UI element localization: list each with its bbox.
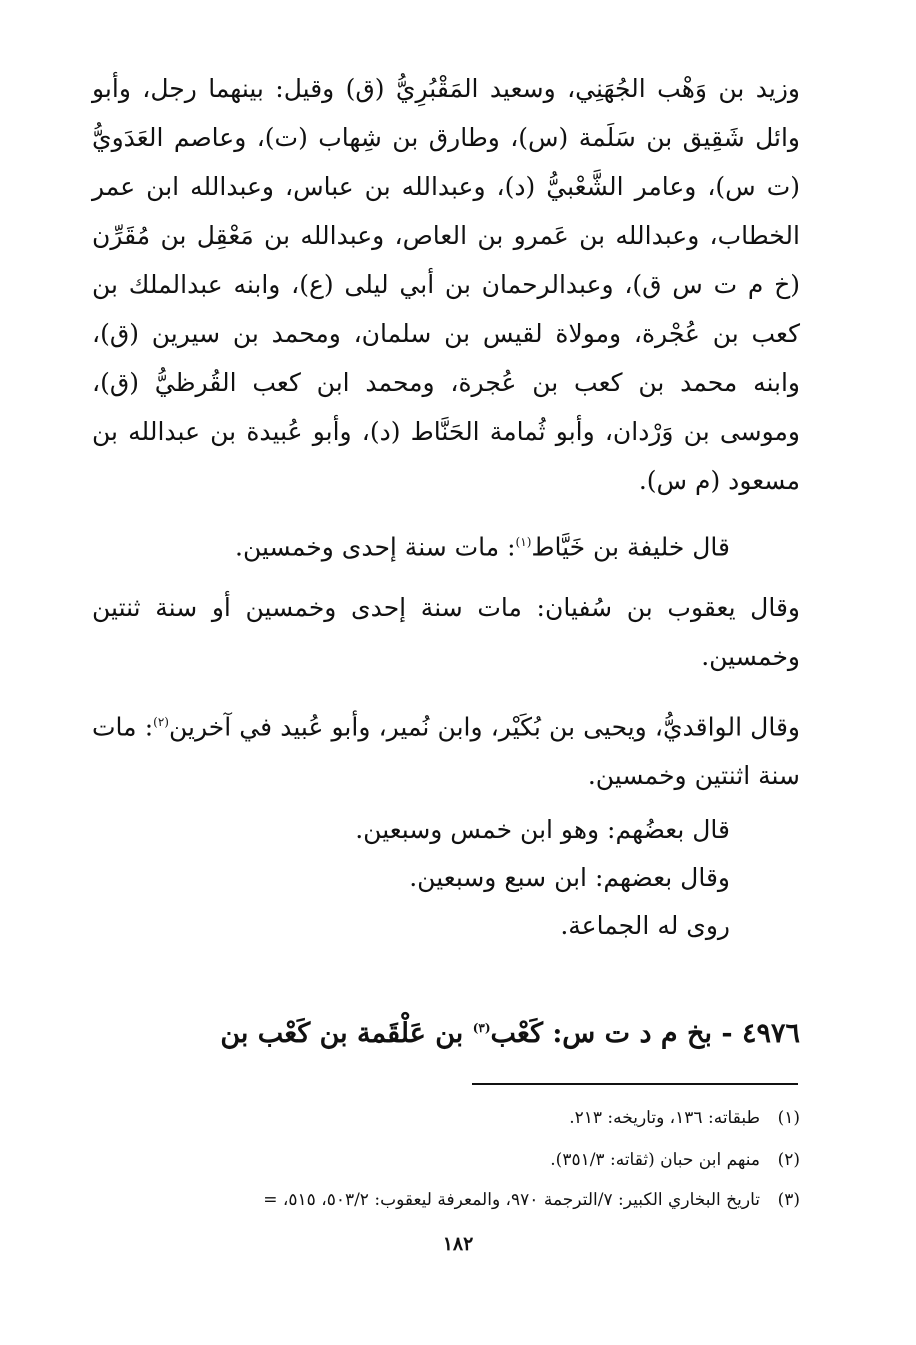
- waqidi-text: وقال الواقديُّ، ويحيى بن بُكَيْر، وابن نُمير، وأبو عُبيد في آخرين: [168, 712, 800, 742]
- footnote-ref-1: (١): [515, 535, 532, 549]
- biography-entry-heading: [92, 1004, 800, 1058]
- footnote-2-number: (٢): [777, 1150, 800, 1170]
- footnote-1: [40, 1103, 800, 1133]
- footnote-ref-3: (٣): [472, 1021, 491, 1035]
- entry-text: ٤٩٧٦ - بخ م د ت س: كَعْب: [490, 1018, 800, 1049]
- yaqub-text: وقال يعقوب بن سُفيان: مات سنة إحدى وخمسين أو سنة ثنتين وخمسين.: [92, 593, 800, 671]
- age-line-1: [92, 805, 800, 854]
- narrated-by-line: [92, 901, 800, 950]
- yaqub-paragraph: [92, 583, 800, 681]
- page-number: ١٨٢: [442, 1233, 474, 1255]
- age-line-2: [92, 853, 800, 902]
- footnote-3-text: تاريخ البخاري الكبير: ٧/الترجمة ٩٧٠، والمعرفة ليعقوب: ٥٠٣/٢، ٥١٥، =: [263, 1190, 760, 1210]
- footnote-2: [40, 1145, 800, 1175]
- khalifa-paragraph: [92, 518, 800, 571]
- waqidi-text-end: : مات سنة اثنتين وخمسين.: [92, 712, 800, 791]
- narrated-by-text: روى له الجماعة.: [560, 911, 730, 940]
- footnote-3: [40, 1185, 800, 1215]
- khalifa-text: قال خليفة بن خَيَّاط: [531, 532, 730, 562]
- footnote-3-number: (٣): [777, 1190, 800, 1210]
- footnote-1-text: طبقاته: ١٣٦، وتاريخه: ٢١٣.: [569, 1108, 760, 1128]
- waqidi-paragraph: [92, 698, 800, 800]
- age-text-2: وقال بعضهم: ابن سبع وسبعين.: [409, 863, 730, 892]
- footnote-2-text: منهم ابن حبان (ثقاته: ٣٥١/٣).: [550, 1150, 760, 1170]
- narrators-text: وزيد بن وَهْب الجُهَنِي، وسعيد المَقْبُرِيُّ (ق) وقيل: بينهما رجل، وأبو وائل شَقِيق بن سَلَمة (س)، وطارق بن شِهاب (ت)، وعاصم العَدَويُّ (ت س)، وعامر الشَّعْبيُّ (د)، وعبدالله بن عباس، وعبدالله ابن عمر الخطاب، وعبدالله بن عَمرو بن العاص، وعبدالله بن مَعْقِل بن مُقَرِّن (خ م ت س ق)، وعبدالرحمان بن أبي ليلى (ع)، وابنه عبدالملك بن كعب بن عُجْرة، ومولاة لقيس بن سلمان، ومحمد بن سيرين (ق)، وابنه محمد بن كعب بن عُجرة، ومحمد ابن كعب القُرظيُّ (ق)، وموسى بن وَرْدان، وأبو ثُمامة الحَنَّاط (د)، وأبو عُبيدة بن عبدالله بن مسعود (م س).: [92, 74, 800, 495]
- age-text-1: قال بعضُهم: وهو ابن خمس وسبعين.: [355, 815, 730, 844]
- entry-text-end: بن عَلْقَمة بن كَعْب بن: [220, 1018, 473, 1049]
- narrators-paragraph: [92, 64, 800, 505]
- footnote-separator: [472, 1083, 798, 1085]
- khalifa-text-end: : مات سنة إحدى وخمسين.: [235, 532, 516, 562]
- footnote-1-number: (١): [777, 1108, 800, 1128]
- footnote-ref-2: (٢): [153, 715, 169, 729]
